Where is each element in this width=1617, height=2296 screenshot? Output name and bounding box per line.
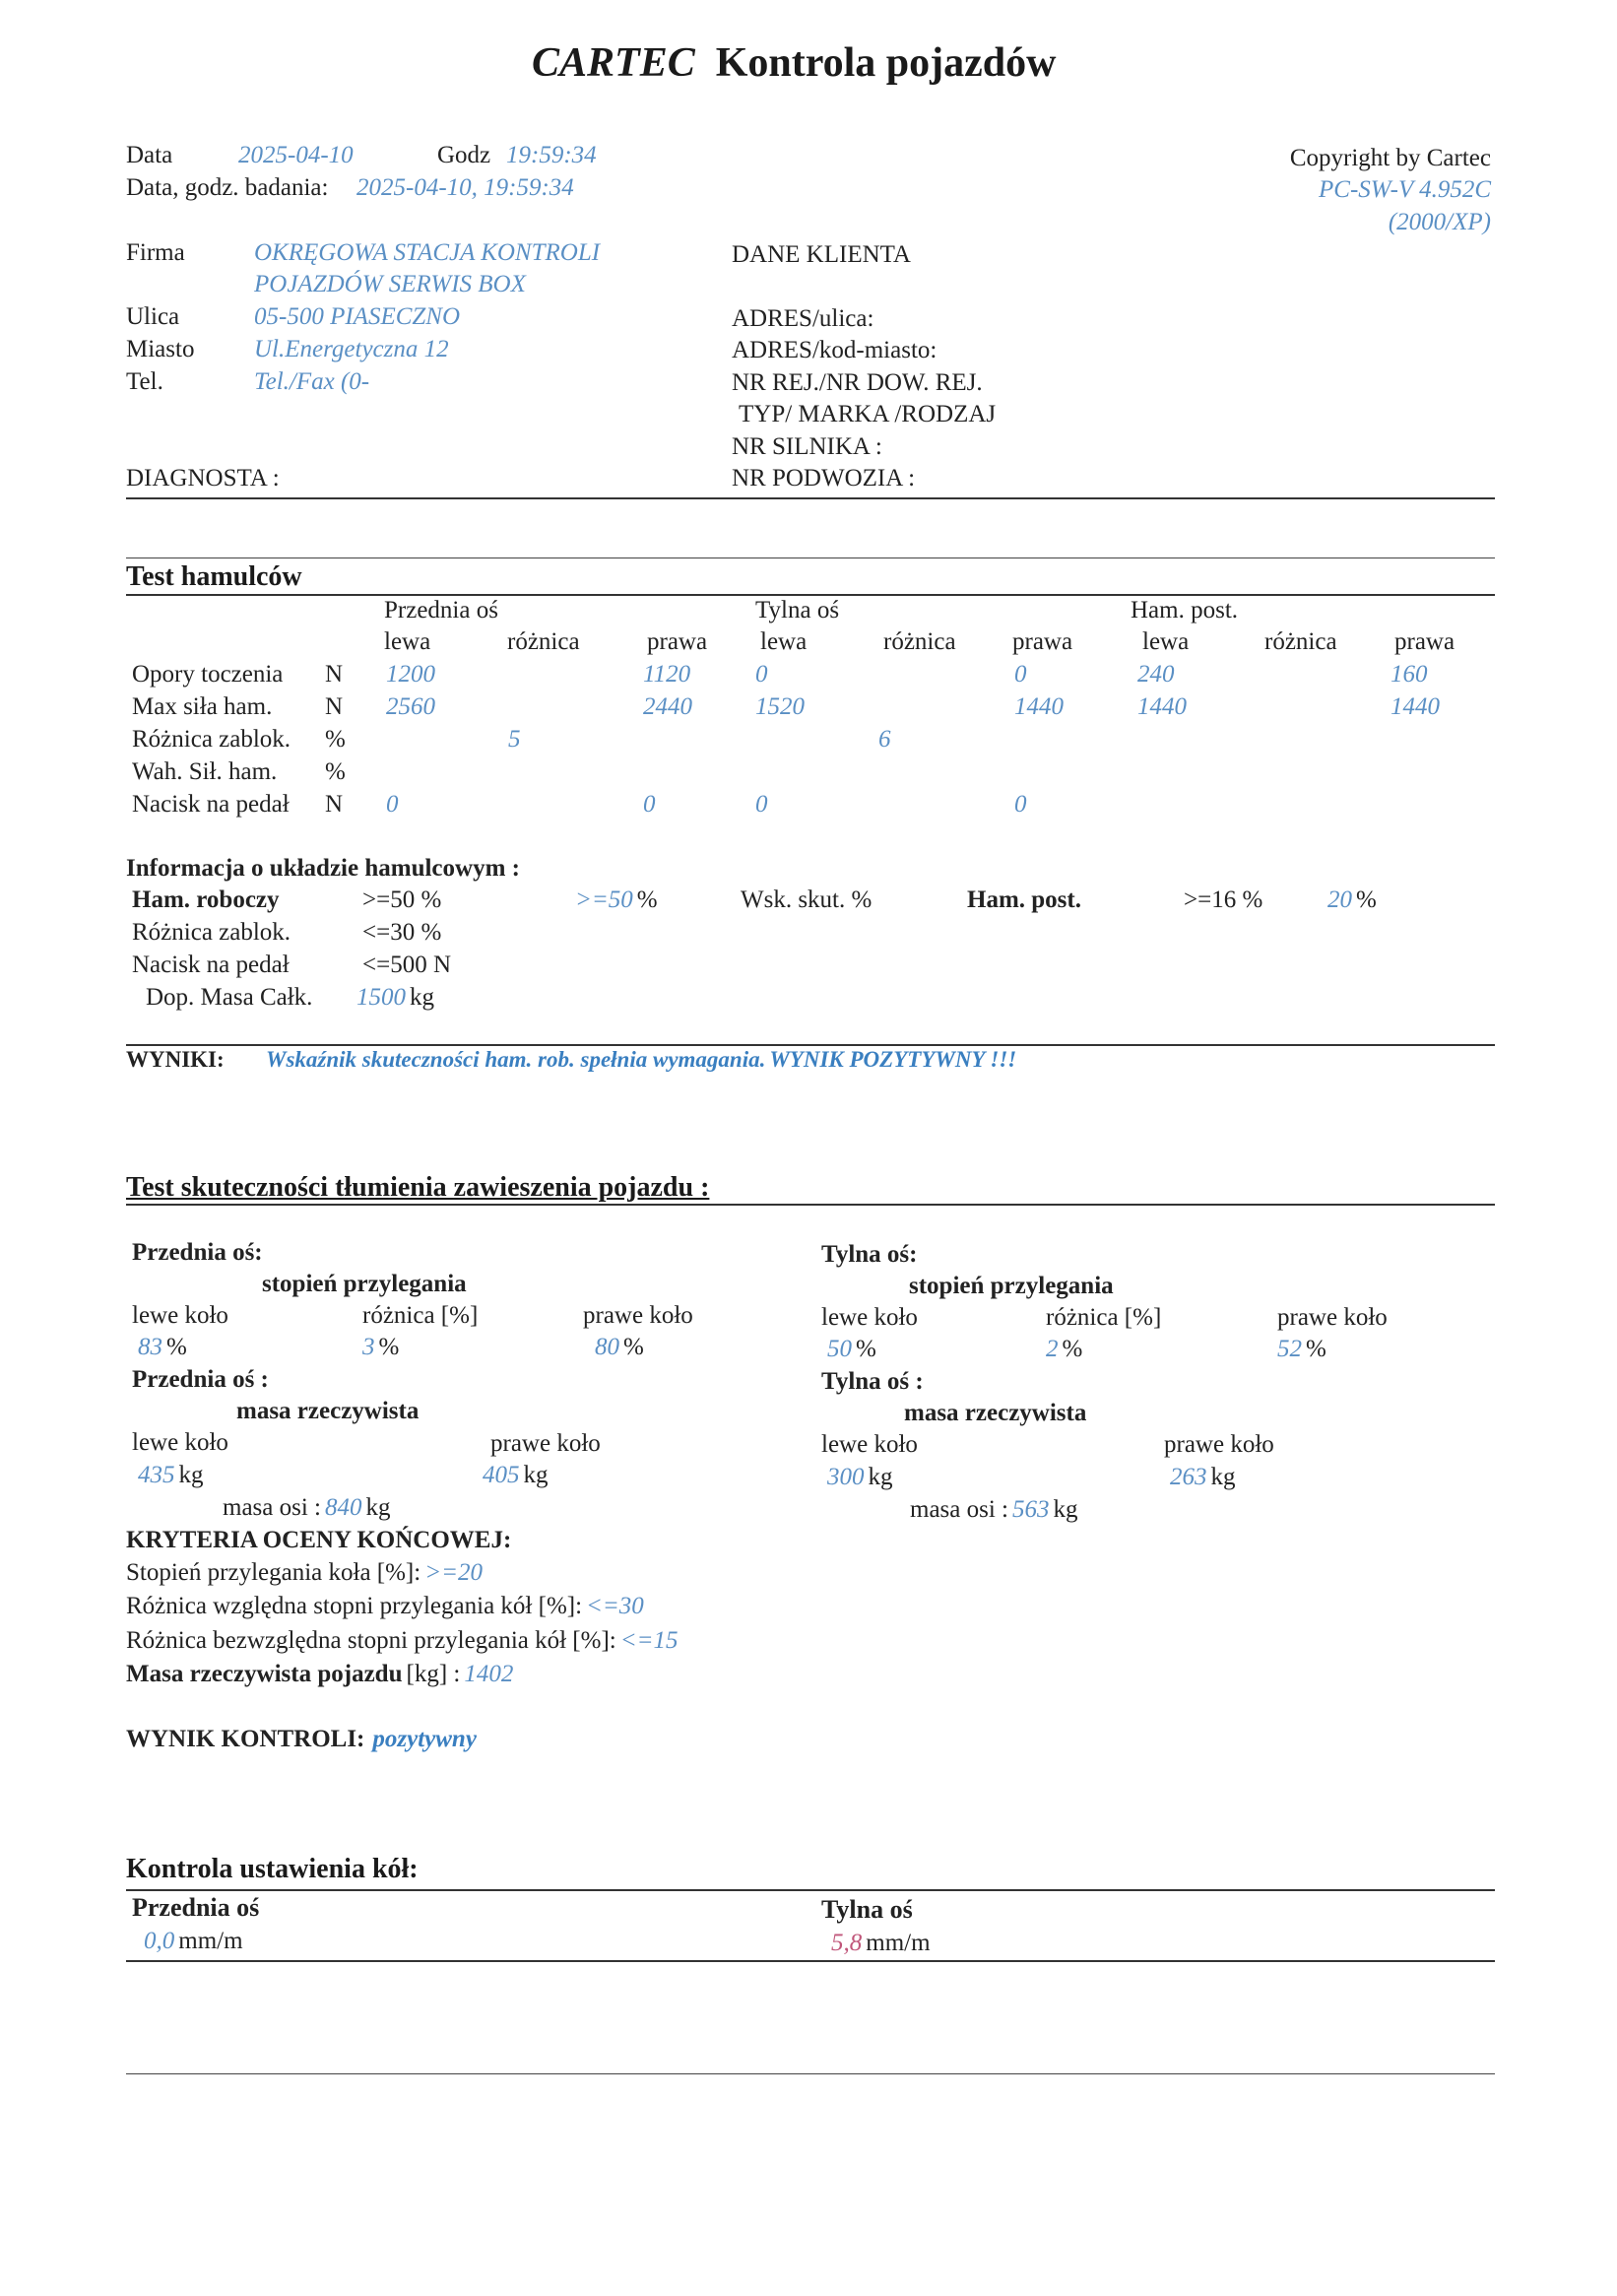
unit: % [1062,1336,1083,1362]
rear-right: 1440 [1014,693,1064,720]
front-right-grip [595,1334,644,1361]
park-left: 1440 [1137,693,1187,720]
alignment-rear-label: Tylna oś [821,1895,913,1924]
date-value: 2025-04-10 [238,142,354,168]
value: 263 [1170,1464,1207,1490]
parking-brake-value [1327,886,1377,914]
rear-axle-mass [910,1496,1078,1524]
rear-mass-title: masa rzeczywista [904,1400,1087,1426]
rear-right-mass-label: prawe koło [1164,1431,1274,1458]
label: masa osi : [910,1496,1008,1523]
rear-axle-title-2: Tylna oś : [821,1368,924,1395]
rear-right: 0 [1014,791,1027,818]
col-front-diff: różnica [507,628,580,655]
front-diff-label: różnica [%] [362,1302,479,1329]
front-mass-title: masa rzeczywista [236,1398,420,1424]
front-left: 1200 [386,661,435,688]
unit: % [856,1336,876,1362]
rear-diff: 6 [878,726,891,753]
col-front-right: prawa [647,628,708,655]
front-left: 2560 [386,693,435,720]
gross-mass-label: Dop. Masa Całk. [146,984,313,1011]
col-park-diff: różnica [1264,628,1337,655]
row-unit: N [325,661,344,688]
divider [126,1204,1495,1206]
criteria-title: KRYTERIA OCENY KOŃCOWEJ: [126,1527,512,1553]
value: 80 [595,1334,619,1360]
rear-left: 0 [755,791,768,818]
results-text [266,1047,1016,1073]
rear-left: 0 [755,661,768,688]
value: 840 [325,1494,362,1521]
park-right: 160 [1391,661,1428,688]
divider [126,1960,1495,1962]
front-right-mass-label: prawe koło [490,1430,601,1457]
col-rear-diff: różnica [883,628,956,655]
copyright: Copyright by Cartec [1289,145,1491,171]
rear-right: 0 [1014,661,1027,688]
value: pozytywny [372,1726,477,1752]
exam-datetime-value: 2025-04-10, 19:59:34 [356,174,574,201]
klient-adres-ulica: ADRES/ulica: [732,305,874,332]
parking-brake-val: 20 [1327,886,1352,913]
front-grip-title: stopień przylegania [262,1271,467,1297]
row-unit: N [325,693,344,720]
row-unit: N [325,791,344,818]
results-verdict: WYNIK POZYTYWNY !!! [769,1047,1017,1072]
front-left-wheel-label: lewe koło [132,1302,228,1329]
service-brake-val: >=50 [575,886,633,913]
label: WYNIK KONTROLI: [126,1726,365,1752]
miasto-label: Miasto [126,336,195,362]
col-park-left: lewa [1142,628,1190,655]
alignment-front-value [144,1928,243,1955]
park-left: 240 [1137,661,1175,688]
value: 3 [362,1334,375,1360]
front-left: 0 [386,791,399,818]
pedal-req: <=500 N [362,951,452,978]
tel-value: Tel./Fax (0- [254,368,370,395]
parking-brake-req: >=16 % [1184,886,1263,913]
service-brake-req: >=50 % [362,886,442,913]
kg-unit: kg [410,984,434,1011]
front-left-mass-label: lewe koło [132,1429,228,1456]
suspension-title: Test skuteczności tłumienia zawieszenia pojazdu : [126,1172,710,1203]
unit: kg [523,1462,549,1488]
rear-right-mass [1170,1464,1236,1491]
group-front-axle: Przednia oś [384,597,498,623]
unit: mm/m [866,1930,931,1956]
rear-grip-title: stopień przylegania [909,1273,1114,1299]
time-label: Godz [437,142,491,168]
criterion-4 [126,1661,513,1688]
front-right: 0 [643,791,656,818]
label-rest: [kg] : [406,1661,461,1687]
diagnosta-label: DIAGNOSTA : [126,465,280,492]
value: 300 [827,1464,865,1490]
rear-left-mass-label: lewe koło [821,1431,918,1458]
label: Masa rzeczywista pojazdu [126,1661,403,1687]
value: 5,8 [831,1930,863,1956]
ulica-label: Ulica [126,303,180,330]
rear-left-mass [827,1464,893,1491]
rear-left-grip [827,1336,876,1363]
unit: % [623,1334,644,1360]
klient-nr-silnika: NR SILNIKA : [732,433,882,460]
front-diff: 5 [508,726,521,753]
klient-typ: TYP/ MARKA /RODZAJ [739,401,997,427]
unit: kg [1210,1464,1236,1490]
row-label: Max siła ham. [132,693,273,720]
klient-adres-miasto: ADRES/kod-miasto: [732,337,938,363]
tel-label: Tel. [126,368,163,395]
ulica-value: 05-500 PIASECZNO [254,303,461,330]
unit: kg [178,1462,204,1488]
value: 83 [138,1334,162,1360]
blocking-diff-label: Różnica zablok. [132,919,291,946]
results-label: WYNIKI: [126,1047,225,1072]
value: 2 [1046,1336,1059,1362]
row-label: Wah. Sił. ham. [132,758,278,785]
value: 405 [483,1462,520,1488]
divider [126,2073,1495,2074]
title-rest: Kontrola pojazdów [715,40,1057,86]
col-front-left: lewa [384,628,431,655]
time-value: 19:59:34 [506,142,597,168]
criterion-2 [126,1593,644,1620]
title-brand: CARTEC [532,40,695,86]
software-version: PC-SW-V 4.952C [1319,176,1491,203]
label: Różnica bezwzględna stopni przylegania kół [%]: [126,1627,616,1654]
divider [126,1889,1495,1891]
divider [126,1044,1495,1046]
klient-nr-podwozia: NR PODWOZIA : [732,465,916,492]
front-diff-grip [362,1334,399,1361]
firma-line1: OKRĘGOWA STACJA KONTROLI [254,239,601,266]
unit: % [166,1334,187,1360]
front-right: 1120 [643,661,691,688]
row-label: Nacisk na pedał [132,791,290,818]
rear-right-wheel-label: prawe koło [1277,1304,1388,1331]
results-message: Wskaźnik skuteczności ham. rob. spełnia wymagania. [266,1047,766,1072]
unit: kg [1053,1496,1078,1523]
col-rear-left: lewa [760,628,808,655]
front-axle-mass [223,1494,391,1522]
row-unit: % [325,758,346,785]
row-label: Opory toczenia [132,661,284,688]
value: 1402 [464,1661,514,1687]
front-right-mass [483,1462,549,1489]
rear-left: 1520 [755,693,805,720]
service-brake-label: Ham. roboczy [132,886,280,913]
pct-unit: % [636,886,658,913]
pct-unit: % [1356,886,1377,913]
value: 0,0 [144,1928,175,1954]
divider [126,594,1495,596]
unit: kg [868,1464,893,1490]
blocking-diff-req: <=30 % [362,919,442,946]
info-title: Informacja o układzie hamulcowym : [126,855,520,882]
page-title [532,39,1056,87]
klient-title: DANE KLIENTA [732,241,911,268]
unit: kg [365,1494,391,1521]
unit: % [378,1334,400,1360]
front-left-grip [138,1334,187,1361]
alignment-rear-value [831,1930,931,1957]
row-label: Różnica zablok. [132,726,291,753]
miasto-value: Ul.Energetyczna 12 [254,336,449,362]
criterion-1 [126,1559,483,1587]
value: <=30 [586,1593,644,1619]
efficiency-label: Wsk. skut. % [741,886,873,913]
rear-right-grip [1277,1336,1326,1363]
row-unit: % [325,726,346,753]
alignment-front-label: Przednia oś [132,1893,260,1922]
rear-axle-title: Tylna oś: [821,1241,918,1268]
front-right: 2440 [643,693,692,720]
firma-line2: POJAZDÓW SERWIS BOX [254,271,526,297]
group-rear-axle: Tylna oś [755,597,840,623]
gross-mass-val: 1500 [356,984,406,1011]
value: 52 [1277,1336,1302,1362]
col-rear-right: prawa [1012,628,1073,655]
unit: mm/m [178,1928,243,1954]
criterion-3 [126,1627,678,1655]
firma-label: Firma [126,239,185,266]
parking-brake-label: Ham. post. [967,886,1081,913]
service-brake-value [575,886,658,914]
value: >=20 [424,1559,483,1586]
group-parking-brake: Ham. post. [1131,597,1239,623]
alignment-title: Kontrola ustawienia kół: [126,1854,419,1884]
divider [126,497,1495,499]
control-result [126,1726,477,1753]
rear-diff-grip [1046,1336,1082,1363]
value: <=15 [619,1627,679,1654]
park-right: 1440 [1391,693,1440,720]
front-axle-title: Przednia oś: [132,1239,263,1266]
pedal-label: Nacisk na pedał [132,951,290,978]
front-left-mass [138,1462,204,1489]
gross-mass-value [356,984,434,1012]
front-right-wheel-label: prawe koło [583,1302,693,1329]
rear-left-wheel-label: lewe koło [821,1304,918,1331]
label: masa osi : [223,1494,321,1521]
value: 50 [827,1336,852,1362]
front-axle-title-2: Przednia oś : [132,1366,269,1393]
value: 563 [1012,1496,1050,1523]
os-version: (2000/XP) [1388,209,1491,235]
label: Różnica względna stopni przylegania kół [%]: [126,1593,583,1619]
klient-nr-rej: NR REJ./NR DOW. REJ. [732,369,983,396]
date-label: Data [126,142,173,168]
col-park-right: prawa [1394,628,1455,655]
value: 435 [138,1462,175,1488]
rear-diff-label: różnica [%] [1046,1304,1162,1331]
brake-test-title: Test hamulców [126,561,302,592]
exam-datetime-label: Data, godz. badania: [126,174,329,201]
unit: % [1306,1336,1326,1362]
label: Stopień przylegania koła [%]: [126,1559,421,1586]
